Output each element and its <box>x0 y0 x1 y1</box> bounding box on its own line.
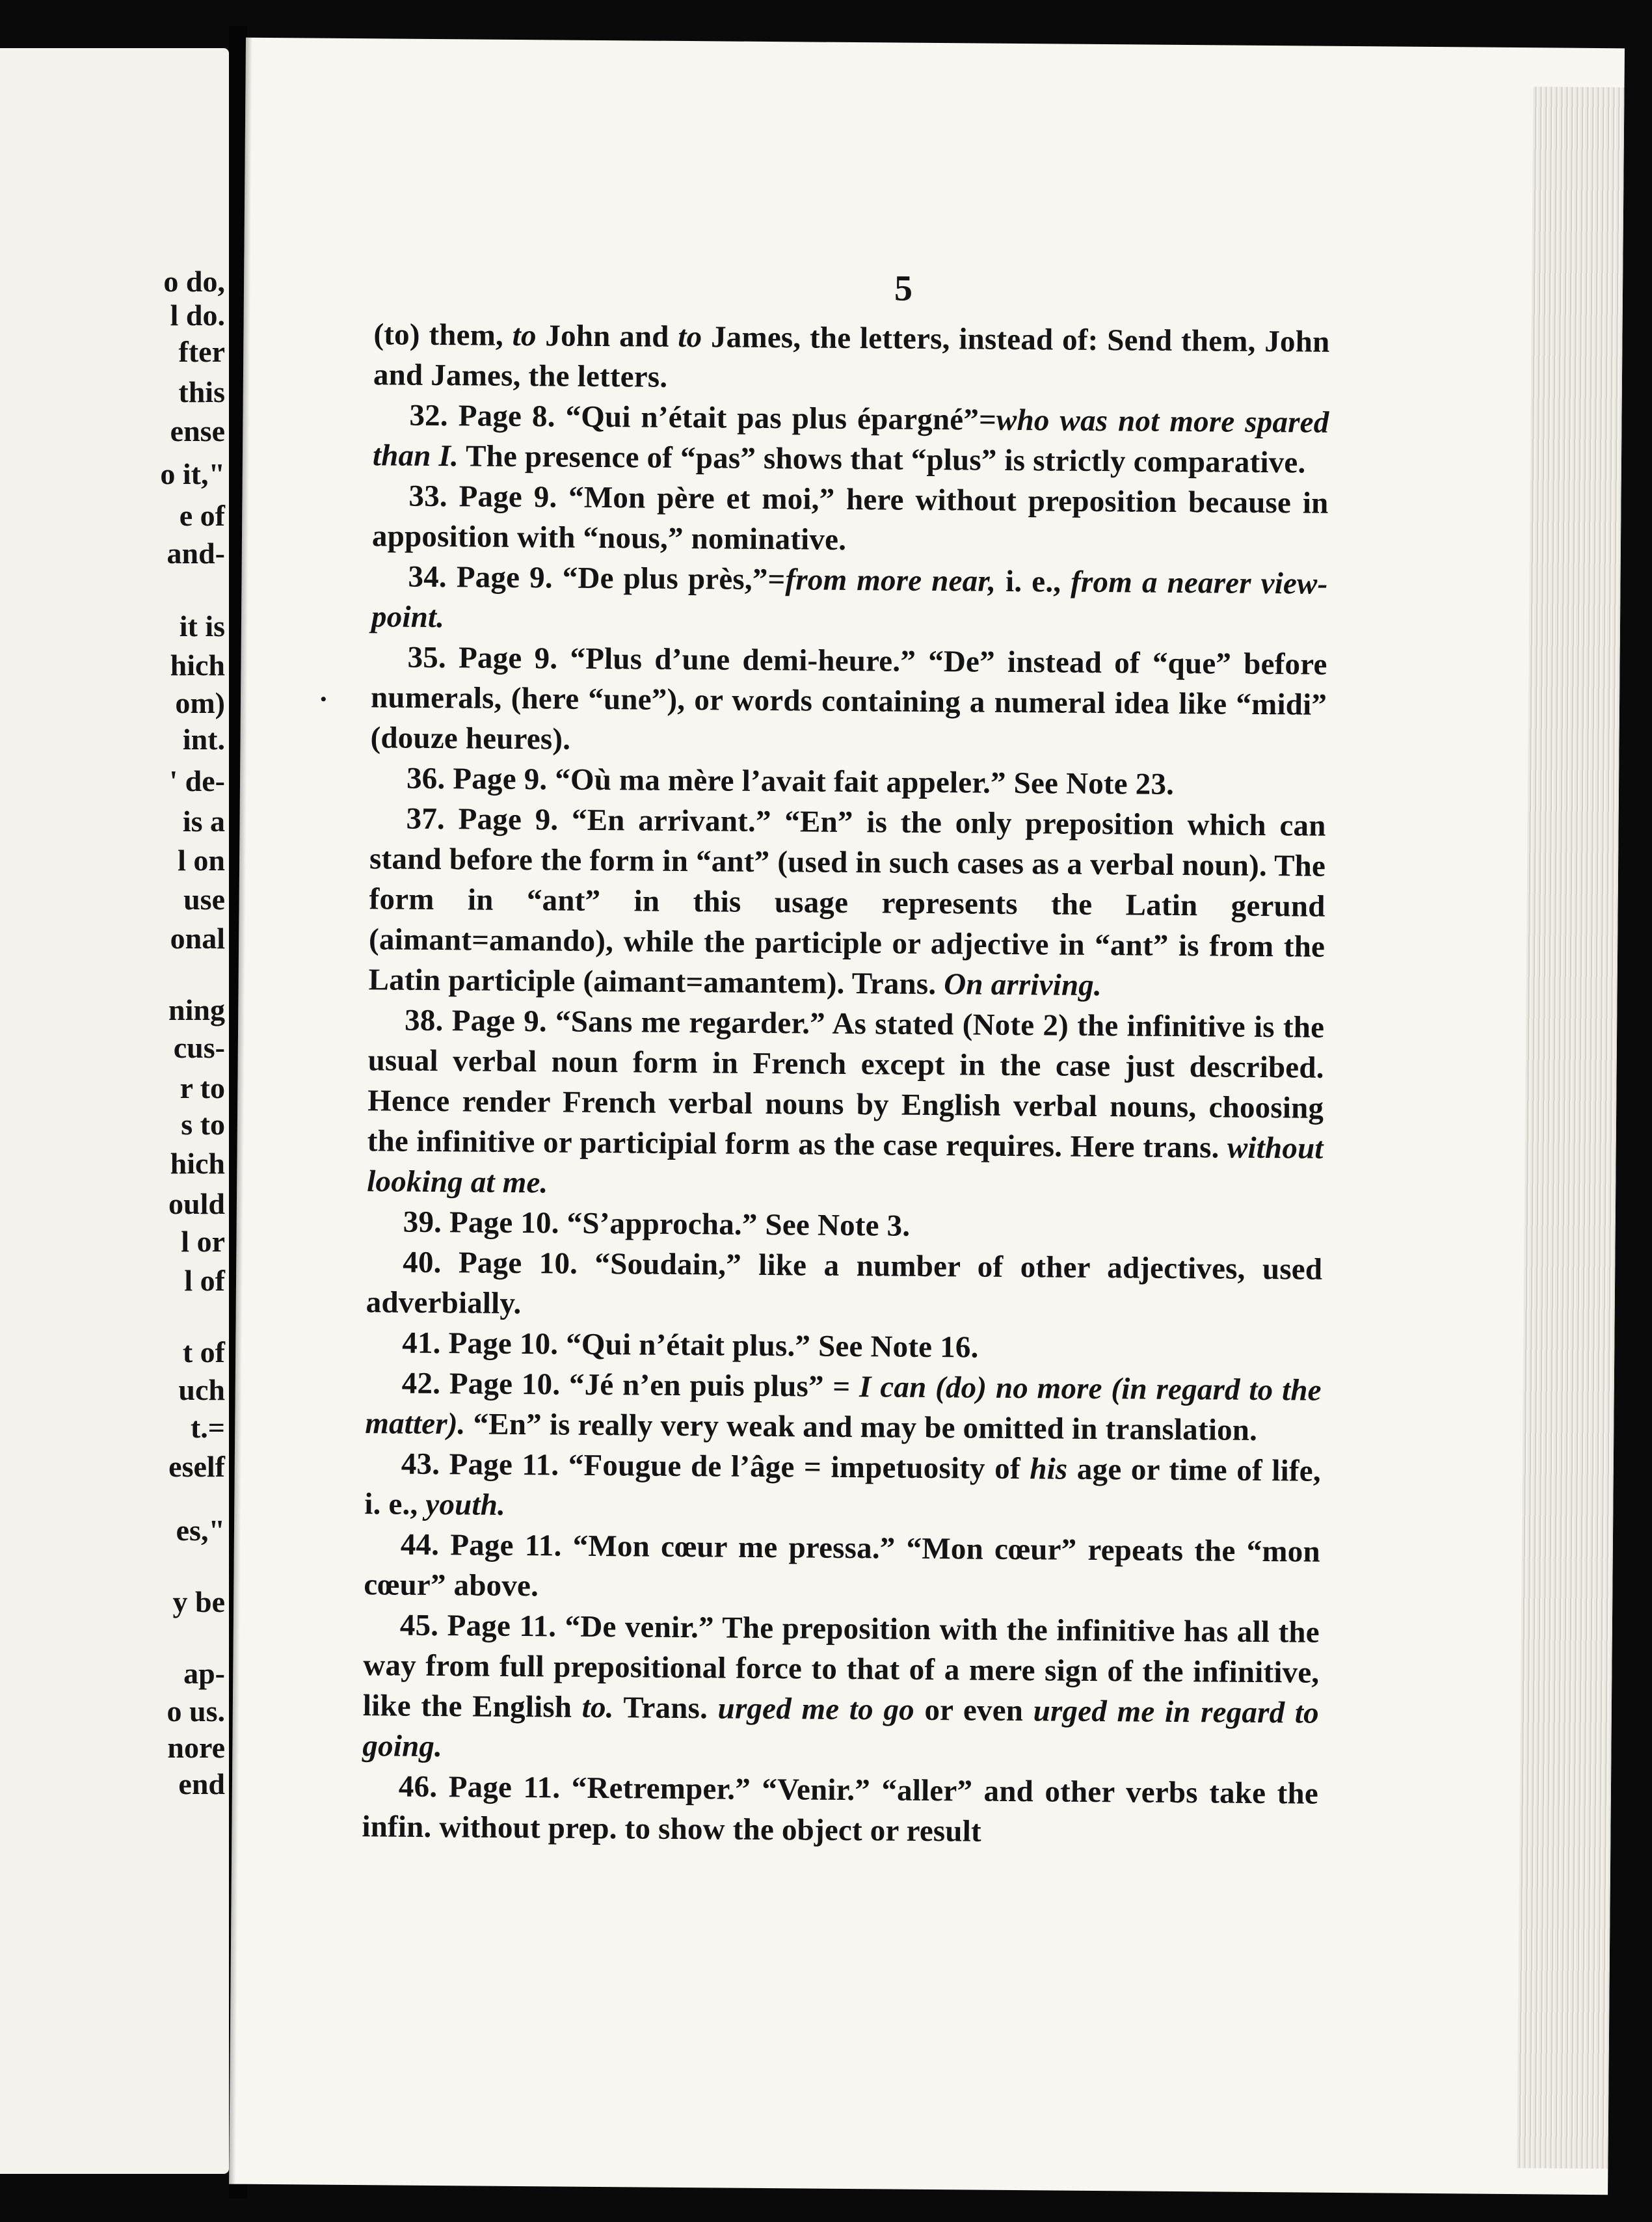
text-run: 39. Page 10. “S’approcha.” See Note 3. <box>403 1205 911 1243</box>
left-page-fragment: hich <box>170 1147 225 1180</box>
note-paragraph <box>366 1201 1322 1250</box>
text-run: 32. Page 8. “Qui n’était pas plus épargné”= <box>409 398 997 437</box>
note-paragraph <box>372 475 1329 564</box>
left-page-fragment: o it," <box>160 457 225 490</box>
page-number: 5 <box>894 268 913 309</box>
text-run: 37. Page 9. “En arrivant.” “En” is the only preposition which can stand before the form in “ant” (used in such cases as a verbal noun). The form in “ant” in this usage represents the Latin gerund (aimant=amando), while the participle or adjective in “ant” is from the Latin participle (aimant=amantem). Trans. <box>368 801 1326 1002</box>
text-run: 45. Page 11. “De venir.” The preposition with the infinitive has all the way from full prepositional force to that of a mere sign of the infinitive, like the English <box>362 1608 1320 1724</box>
text-run: 46. Page 11. “Retremper.” “Venir.” “aller” and other verbs take the infin. without prep. to show the object or result <box>362 1769 1319 1849</box>
left-page-fragment: ning <box>168 993 225 1026</box>
note-paragraph <box>362 1605 1320 1774</box>
note-paragraph <box>366 1242 1323 1330</box>
left-page-fragment: eself <box>168 1450 225 1483</box>
text-run: or even <box>914 1693 1033 1728</box>
italic-text: without looking at me. <box>367 1131 1324 1200</box>
left-page-fragment: ap- <box>183 1657 225 1690</box>
italic-text: urged me in regard to going. <box>362 1694 1320 1764</box>
note-paragraph <box>365 1363 1322 1451</box>
text-run: 38. Page 9. “Sans me regarder.” As stated (Note 2) the infinitive is the usual verbal noun form in French except in the case just described. Hence render French verbal nouns by English verbal nouns, choosing the infinitive or participial form as the case requires. Here trans. <box>367 1003 1325 1165</box>
left-page-fragment: s to <box>181 1108 225 1141</box>
italic-text: urged me to go <box>717 1691 915 1727</box>
text-run: 36. Page 9. “Où ma mère l’avait fait appeler.” See Note 23. <box>406 761 1175 801</box>
note-paragraph <box>367 1000 1324 1209</box>
left-page-fragment: ' de- <box>169 764 225 797</box>
left-page-fragment: t of <box>182 1335 225 1369</box>
italic-text: from more near, <box>785 563 996 598</box>
left-page-fragment: l do. <box>170 299 225 332</box>
left-page-fragment: cus- <box>173 1031 225 1064</box>
left-page-fragment: onal <box>170 922 225 955</box>
note-paragraph <box>371 556 1328 645</box>
text-run: 43. Page 11. “Fougue de l’âge = impetuosity of <box>401 1447 1030 1486</box>
left-page-fragment: ould <box>168 1187 225 1220</box>
left-page-fragment: o do, <box>163 265 225 298</box>
left-page-fragment: use <box>183 883 225 916</box>
note-paragraph <box>370 758 1326 806</box>
left-page-fragment: end <box>178 1767 225 1800</box>
text-run: 41. Page 10. “Qui n’était plus.” See Note 16. <box>402 1326 979 1365</box>
left-page-fragment: om) <box>175 686 225 719</box>
note-paragraph <box>362 1766 1318 1854</box>
note-paragraph <box>373 395 1329 483</box>
left-page-fragment: uch <box>178 1373 225 1406</box>
text-run: John and <box>536 319 678 354</box>
note-paragraph <box>364 1443 1321 1532</box>
note-paragraph <box>366 1322 1322 1371</box>
text-run: James, the letters, instead of: Send them, John and James, the letters. <box>373 320 1330 394</box>
italic-text: I can (do) no more (in regard to the matter). <box>365 1370 1322 1441</box>
text-run: “En” is really very weak and may be omitted in translation. <box>465 1407 1258 1447</box>
text-run: The presence of “pas” shows that “plus” is strictly comparative. <box>458 439 1306 480</box>
left-page-fragment: hich <box>170 649 225 682</box>
left-page-fragment: ense <box>170 414 225 448</box>
page-edges <box>1517 87 1624 2169</box>
italic-text: to <box>678 319 702 355</box>
left-page-fragment: is a <box>182 805 225 838</box>
text-run: 44. Page 11. “Mon cœur me pressa.” “Mon cœur” repeats the “mon cœur” above. <box>364 1527 1321 1603</box>
text-run: 33. Page 9. “Mon père et moi,” here without preposition because in apposition with “nous,” nominative. <box>371 479 1329 557</box>
italic-text: On arriving. <box>944 967 1102 1003</box>
italic-text: who was not more spared than I. <box>372 403 1329 474</box>
left-page-fragment: l or <box>181 1225 225 1258</box>
note-paragraph <box>373 314 1330 403</box>
left-page-fragment: it is <box>179 609 225 643</box>
left-page-fragment: r to <box>180 1071 225 1104</box>
left-page-fragment: l on <box>178 844 225 877</box>
text-run: 42. Page 10. “Jé n’en puis plus” = <box>401 1366 860 1404</box>
left-page-fragment: this <box>178 375 225 408</box>
left-page-fragment: nore <box>167 1731 225 1764</box>
left-facing-page <box>0 48 229 2174</box>
left-page-fragment: e of <box>179 499 225 532</box>
italic-text: to. <box>581 1690 614 1725</box>
left-page-fragment: and- <box>167 537 225 570</box>
notes-text-block <box>362 314 1329 1854</box>
italic-text: youth. <box>425 1487 506 1522</box>
note-paragraph <box>364 1524 1320 1613</box>
margin-mark: • <box>319 688 327 710</box>
text-run: age or time of life, i. e., <box>364 1452 1321 1521</box>
right-page <box>229 38 1625 2195</box>
left-page-fragment: fter <box>178 335 225 368</box>
text-run: 40. Page 10. “Soudain,” like a number of other adjectives, used adverbially. <box>366 1245 1323 1321</box>
left-page-fragment: y be <box>172 1585 225 1618</box>
text-run: Trans. <box>613 1691 718 1726</box>
left-page-fragment: o us. <box>167 1694 225 1728</box>
left-page-fragment: es," <box>176 1514 225 1547</box>
note-paragraph <box>368 798 1326 1008</box>
text-run: i. e., <box>995 564 1071 599</box>
italic-text: his <box>1030 1452 1068 1486</box>
text-run: (to) them, <box>373 317 513 353</box>
text-run: 35. Page 9. “Plus d’une demi-heure.” “De” instead of “que” before numerals, (here “une”), or words containing a numeral idea like “midi” (douze heures). <box>370 640 1327 756</box>
left-page-fragment: l of <box>184 1264 225 1297</box>
left-page-fragment: int. <box>182 723 225 756</box>
italic-text: from a nearer view-point. <box>371 565 1328 635</box>
left-page-fragment: t.= <box>190 1411 225 1444</box>
text-run: 34. Page 9. “De plus près,”= <box>408 559 786 597</box>
note-paragraph <box>370 637 1327 766</box>
italic-text: to <box>512 318 537 353</box>
